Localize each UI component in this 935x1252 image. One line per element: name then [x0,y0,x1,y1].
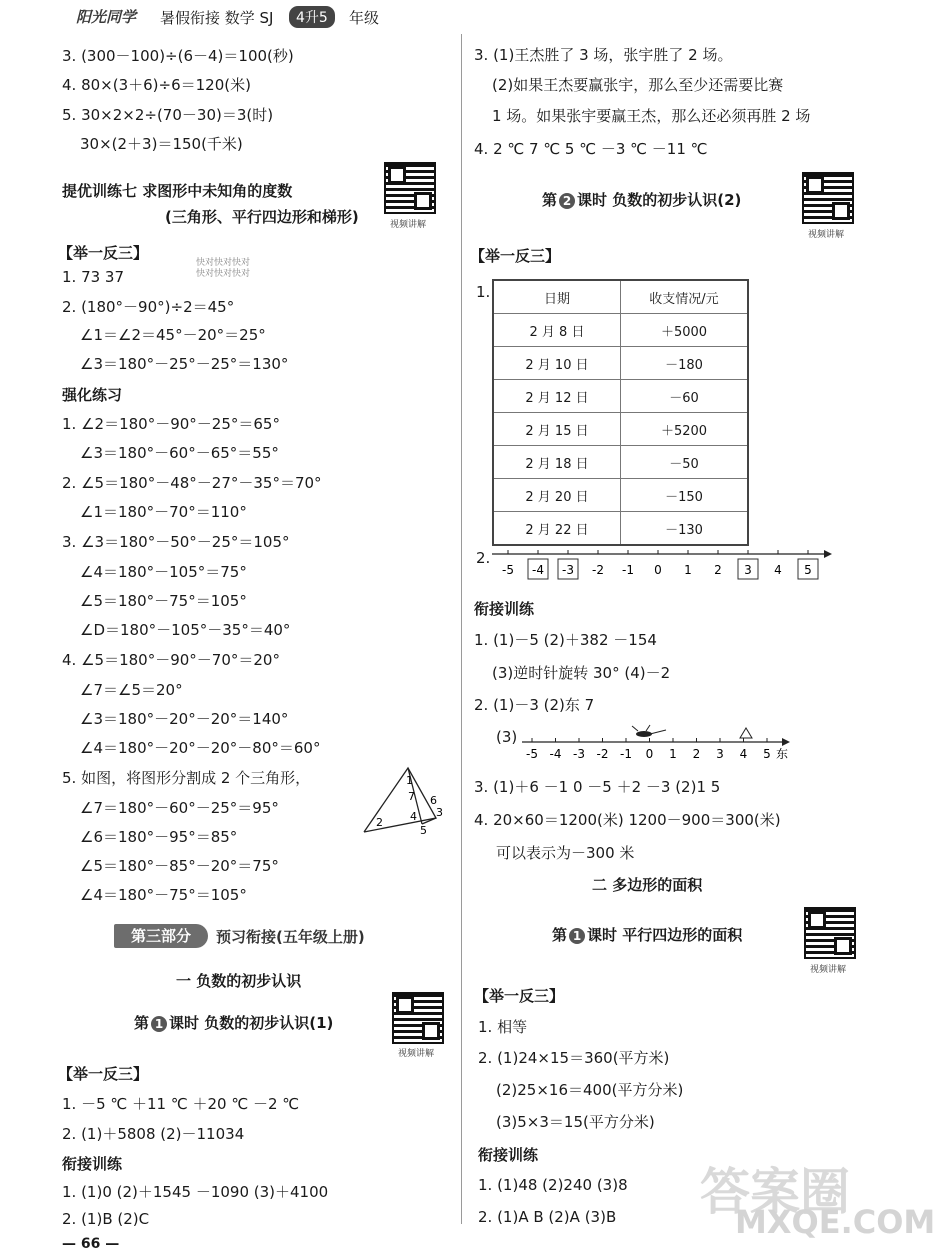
unit-title: 二 多边形的面积 [592,876,703,894]
lesson-title [134,1012,333,1033]
answer-line: 5. 30×2×2÷(70－30)＝3(时) [62,106,274,124]
answer-line: 30×(2＋3)＝150(千米) [80,135,243,153]
header-title: 暑假衔接 数学 SJ [160,9,274,27]
qr-code-icon[interactable] [804,907,856,959]
section-heading: 衔接训练 [478,1146,539,1164]
answer-line: 4. 80×(3＋6)÷6＝120(米) [62,76,251,94]
answer-line: ∠4＝180°－75°＝105° [80,886,247,904]
answer-line: ∠4＝180°－20°－20°－80°＝60° [80,739,321,757]
answer-line: 1. (1)0 (2)＋1545 －1090 (3)＋4100 [62,1183,329,1201]
number-line-1 [490,546,832,586]
table-row [493,314,748,347]
tick-label: -4 [549,747,562,761]
lesson-title [552,924,742,945]
table-cell: －130 [621,512,749,546]
answer-line: 1. (1)－5 (2)＋382 －154 [474,631,657,649]
table-cell: 2 月 12 日 [493,380,621,413]
tick-label: 3 [744,563,752,577]
table-cell: 2 月 18 日 [493,446,621,479]
qr-caption: 视频讲解 [390,220,427,230]
answer-line: ∠7＝∠5＝20° [80,681,183,699]
answer-line: 2. (1)＋5808 (2)－11034 [62,1125,245,1143]
table-cell: 2 月 15 日 [493,413,621,446]
qr-code-icon[interactable] [384,162,436,214]
angle-label: 1 [406,774,413,787]
qr-caption: 视频讲解 [810,965,847,975]
lesson-number: 1 [569,928,585,944]
answer-line: (3)5×3＝15(平方分米) [496,1113,655,1131]
tick-label: 4 [774,563,782,577]
tick-label: -5 [526,747,538,761]
qr-code-icon[interactable] [802,172,854,224]
angle-label: 6 [430,794,437,807]
answer-line: ∠1＝180°－70°＝110° [80,503,247,521]
answer-line: ∠7＝180°－60°－25°＝95° [80,799,279,817]
section-heading: 衔接训练 [474,600,535,618]
column-divider [461,34,462,1224]
part-subtitle: 预习衔接(五年级上册) [216,928,365,946]
unit-title: 一 负数的初步认识 [176,972,302,990]
table-cell: －150 [621,479,749,512]
section-subtitle: (三角形、平行四边形和梯形) [165,208,359,226]
answer-line: (2)25×16＝400(平方分米) [496,1081,684,1099]
answer-line: 2. (180°－90°)÷2＝45° [62,298,235,316]
tick-label: 3 [716,747,724,761]
answer-line: 3. (1)＋6 －1 0 －5 ＋2 －3 (2)1 5 [474,778,721,796]
answer-line: 1. (1)48 (2)240 (3)8 [478,1176,628,1194]
lesson-name: 课时 平行四边形的面积 [587,926,743,944]
answer-line: 3. (1)王杰胜了 3 场，张宇胜了 2 场。 [474,46,733,64]
table-cell: －50 [621,446,749,479]
answer-line: 2. (1)B (2)C [62,1210,150,1228]
lesson-prefix: 第 [552,926,568,944]
table-cell: 2 月 20 日 [493,479,621,512]
qr-code-icon[interactable] [392,992,444,1044]
question-number: 2. [476,549,491,567]
answer-line: 2. ∠5＝180°－48°－27°－35°＝70° [62,474,322,492]
table-cell: ＋5200 [621,413,749,446]
tick-label: 2 [692,747,701,761]
answer-line: 5. 如图，将图形分割成 2 个三角形， [62,769,311,787]
tick-label: 2 [714,563,722,577]
table-row [493,446,748,479]
question-number: 1. [476,283,491,301]
tick-label: 1 [669,747,677,761]
tick-label: -2 [592,563,604,577]
grade-badge: 4升5 [289,6,335,28]
table-row [493,347,748,380]
number-line-2 [520,722,810,762]
column-header: 收支情况/元 [621,280,749,314]
tick-label: 4 [739,747,748,761]
tick-label: 5 [763,747,771,761]
section-title: 提优训练七 求图形中未知角的度数 [62,182,293,200]
table-cell: 2 月 8 日 [493,314,621,347]
table-row [493,512,748,546]
table-cell: －60 [621,380,749,413]
lesson-number: 1 [151,1016,167,1032]
angle-label: 3 [436,806,443,819]
lesson-name: 课时 负数的初步认识(1) [169,1014,334,1032]
tick-label: -4 [532,563,544,577]
answer-line: 3. (300－100)÷(6－4)＝100(秒) [62,47,294,65]
tick-label: 5 [804,563,812,577]
lesson-title [542,189,741,210]
table-cell: －180 [621,347,749,380]
angle-label: 4 [410,810,417,823]
direction-label: 东 [776,747,789,761]
answer-line: 4. 20×60＝1200(米) 1200－900＝300(米) [474,811,781,829]
angle-label: 7 [408,790,415,803]
section-heading: 强化练习 [62,386,123,404]
section-heading: 【举一反三】 [470,247,561,265]
watermark-logo: 答案圈 [700,1163,850,1221]
answer-line: ∠3＝180°－20°－20°＝140° [80,710,289,728]
table-cell: 2 月 10 日 [493,347,621,380]
angle-label: 2 [376,816,383,829]
answer-line: 3. ∠3＝180°－50°－25°＝105° [62,533,290,551]
answer-line: ∠5＝180°－85°－20°＝75° [80,857,279,875]
table-header-row [493,280,748,314]
stamp-text: 快对快对快对 快对快对快对 [196,258,251,279]
answer-line: 2. (1)24×15＝360(平方米) [478,1049,670,1067]
table-row [493,413,748,446]
table-cell: ＋5000 [621,314,749,347]
answer-line: (3)逆时针旋转 30° (4)－2 [492,664,671,682]
triangle-marker-icon [740,728,752,738]
answer-line: ∠6＝180°－95°＝85° [80,828,238,846]
arrow-icon [782,738,790,746]
answer-line: ∠D＝180°－105°－35°＝40° [80,621,291,639]
grade-suffix: 年级 [349,9,380,27]
section-heading: 【举一反三】 [58,1065,149,1083]
answer-line: 4. 2 ℃ 7 ℃ 5 ℃ －3 ℃ －11 ℃ [474,140,708,158]
lesson-name: 课时 负数的初步认识(2) [577,191,742,209]
answer-line: ∠3＝180°－25°－25°＝130° [80,355,289,373]
tick-label: -1 [622,563,634,577]
section-heading: 【举一反三】 [58,244,149,262]
table-cell: 2 月 22 日 [493,512,621,546]
column-header: 日期 [493,280,621,314]
table-row [493,479,748,512]
answer-line: (3) [496,728,518,746]
page-number: — 66 — [62,1236,120,1252]
answer-line: 2. (1)A B (2)A (3)B [478,1208,617,1226]
arrow-icon [824,550,832,558]
answer-line: 2. (1)－3 (2)东 7 [474,696,595,714]
section-heading: 【举一反三】 [474,987,565,1005]
answer-line: 1. ∠2＝180°－90°－25°＝65° [62,415,280,433]
qr-caption: 视频讲解 [398,1049,435,1059]
answer-line: (2)如果王杰要赢张宇，那么至少还需要比赛 [492,76,784,94]
part-banner: 第三部分 [114,924,208,948]
tick-label: -2 [596,747,609,761]
tick-label: 0 [645,747,654,761]
answer-line: 可以表示为－300 米 [496,844,635,862]
tick-label: 0 [654,563,662,577]
tick-label: -3 [562,563,574,577]
brand-logo: 阳光同学 [76,8,137,26]
answer-line: ∠5＝180°－75°＝105° [80,592,247,610]
answer-line: 1. 73 37 [62,268,125,286]
watermark-url: MXQE.COM [735,1203,935,1241]
lesson-prefix: 第 [134,1014,150,1032]
tick-label: 1 [684,563,692,577]
answer-line: 1. －5 ℃ ＋11 ℃ ＋20 ℃ －2 ℃ [62,1095,300,1113]
lesson-prefix: 第 [542,191,558,209]
answer-line: ∠4＝180°－105°＝75° [80,563,247,581]
ant-icon [632,725,666,737]
answer-line: ∠1＝∠2＝45°－20°＝25° [80,326,266,344]
answer-line: 1. 相等 [478,1018,528,1036]
lesson-number: 2 [559,193,575,209]
tick-label: -3 [573,747,585,761]
income-table [492,279,749,546]
tick-label: -1 [620,747,632,761]
tick-label: -5 [502,563,514,577]
answer-line: ∠3＝180°－60°－65°＝55° [80,444,279,462]
section-heading: 衔接训练 [62,1155,123,1173]
answer-line: 1 场。如果张宇要赢王杰，那么还必须再胜 2 场 [492,107,811,125]
answer-line: 4. ∠5＝180°－90°－70°＝20° [62,651,280,669]
angle-label: 5 [420,824,427,837]
table-row [493,380,748,413]
qr-caption: 视频讲解 [808,230,845,240]
triangle-figure [360,762,460,842]
